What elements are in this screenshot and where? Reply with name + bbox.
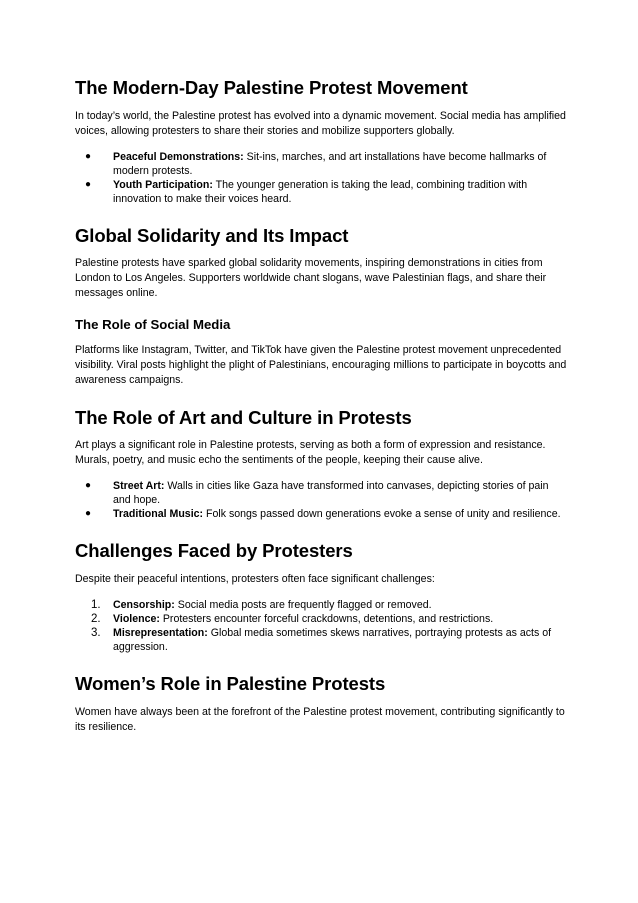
list-item-number: 2.: [91, 613, 101, 625]
section-heading-womens-role: Women’s Role in Palestine Protests: [75, 673, 386, 694]
paragraph-womens-role: Women have always been at the forefront of the Palestine protest movement, contributing significantly to its resilience.: [75, 706, 565, 733]
bullet-list-modern: [75, 150, 568, 206]
list-item-text: Global media sometimes skews narratives, portraying protests as acts of aggression.: [113, 627, 552, 653]
list-item: [75, 598, 568, 612]
list-item: [75, 150, 568, 178]
list-item-term: Youth Participation:: [113, 179, 213, 191]
list-item-term: Violence:: [113, 613, 160, 625]
list-item-term: Street Art:: [113, 480, 165, 492]
list-item-term: Misrepresentation:: [113, 627, 208, 639]
list-item-text: Social media posts are frequently flagged or removed.: [174, 599, 432, 611]
paragraph-social-media: Platforms like Instagram, Twitter, and TikTok have given the Palestine protest movement unprecedented visibility. Viral posts highlight the plight of Palestinians, encouraging millions to participate in boycotts and awareness campaigns.: [75, 344, 567, 386]
list-item: [75, 178, 568, 206]
numbered-list-challenges: [75, 598, 568, 654]
bullet-icon: ●: [85, 179, 92, 190]
bullet-icon: ●: [85, 151, 92, 162]
paragraph-art-culture: Art plays a significant role in Palestine protests, serving as both a form of expression and resistance. Murals, poetry, and music echo the sentiments of the people, keeping their cause alive.: [75, 439, 546, 466]
list-item: [75, 507, 568, 521]
list-item: [75, 626, 568, 654]
section-heading-challenges: Challenges Faced by Protesters: [75, 540, 353, 561]
section-heading-global-solidarity: Global Solidarity and Its Impact: [75, 225, 349, 246]
list-item-text: Sit-ins, marches, and art installations have become hallmarks of modern protests.: [113, 151, 547, 177]
list-item-term: Peaceful Demonstrations:: [113, 151, 244, 163]
bullet-icon: ●: [85, 480, 92, 491]
list-item-text: Folk songs passed down generations evoke a sense of unity and resilience.: [203, 508, 561, 520]
paragraph-global-solidarity: Palestine protests have sparked global solidarity movements, inspiring demonstrations in cities from London to Los Angeles. Supporters worldwide chant slogans, wave Palestinian flags, and share their messages online.: [75, 257, 547, 299]
list-item-text: The younger generation is taking the lead, combining tradition with innovation to make their voices heard.: [113, 179, 528, 205]
list-item: [75, 479, 568, 507]
list-item-text: Protesters encounter forceful crackdowns, detentions, and restrictions.: [159, 613, 494, 625]
list-item-number: 1.: [91, 599, 101, 611]
subsection-heading-social-media: The Role of Social Media: [75, 317, 231, 332]
paragraph-challenges: Despite their peaceful intentions, protesters often face significant challenges:: [75, 573, 435, 585]
list-item: [75, 612, 568, 626]
list-item-term: Censorship:: [113, 599, 175, 611]
document-page: [0, 77, 638, 903]
list-item-text: Walls in cities like Gaza have transformed into canvases, depicting stories of pain and hope.: [113, 480, 549, 506]
bullet-icon: ●: [85, 508, 92, 519]
bullet-list-art: [75, 479, 568, 521]
section-heading-modern-protest: The Modern-Day Palestine Protest Movement: [75, 77, 468, 98]
list-item-term: Traditional Music:: [113, 508, 204, 520]
paragraph-modern-intro: In today’s world, the Palestine protest has evolved into a dynamic movement. Social media has amplified voices, allowing protesters to share their stories and mobilize supporters globally.: [75, 110, 566, 137]
section-heading-art-culture: The Role of Art and Culture in Protests: [75, 407, 412, 428]
list-item-number: 3.: [91, 627, 101, 639]
